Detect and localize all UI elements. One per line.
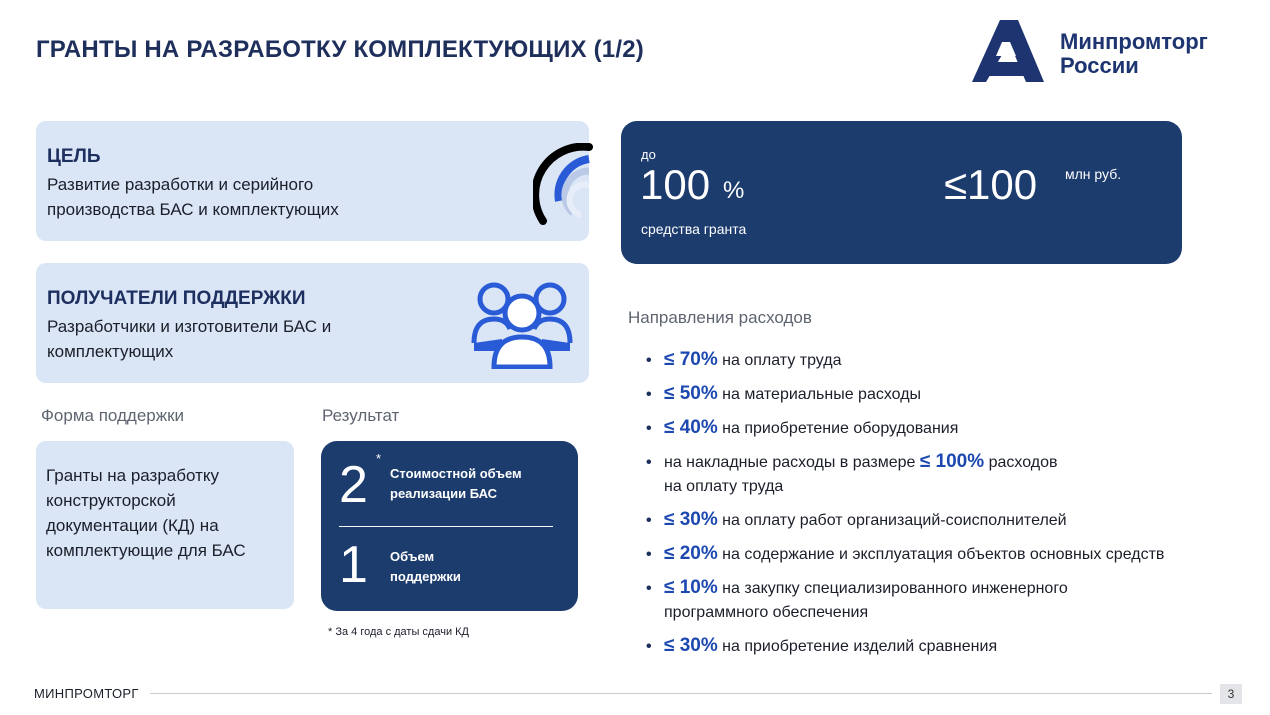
list-item: • ≤ 10% на закупку специализированного инженерного программного обеспечения <box>646 577 1068 621</box>
grant-amount-value: ≤100 <box>944 161 1038 208</box>
result-row-1-text: Стоимостной объем реализации БАС <box>390 466 522 501</box>
recipients-heading: ПОЛУЧАТЕЛИ ПОДДЕРЖКИ <box>47 288 306 309</box>
grant-percent-caption: средства гранта <box>641 221 747 237</box>
expenses-label: Направления расходов <box>628 308 812 327</box>
list-item: • ≤ 20% на содержание и эксплуатация объектов основных средств <box>646 543 1165 564</box>
expenses-list <box>646 346 1246 666</box>
result-row-2-text: Объем поддержки <box>390 549 461 584</box>
recipients-text: Разработчики и изготовители БАС и комплектующих <box>47 317 332 361</box>
list-item: • ≤ 40% на приобретение оборудования <box>646 417 959 438</box>
recipients-card <box>36 263 589 383</box>
triangle-logo-icon <box>972 20 1044 82</box>
grant-card <box>621 121 1182 264</box>
people-group-icon <box>470 277 574 369</box>
support-form-card <box>36 441 294 609</box>
footer-divider <box>150 693 1212 694</box>
result-row-2-number: 1 <box>339 536 368 594</box>
support-form-text: Гранты на разработку конструкторской документации (КД) на комплектующие для БАС <box>46 466 246 560</box>
grant-amount-unit: млн руб. <box>1065 166 1122 182</box>
grant-percent-unit: % <box>723 177 745 204</box>
grant-percent-value: 100 <box>640 161 711 208</box>
ministry-logo <box>972 20 1242 84</box>
result-row-1-number: 2 <box>339 456 368 514</box>
list-item: • ≤ 70% на оплату труда <box>646 349 842 370</box>
result-card <box>321 441 578 611</box>
logo-text: Минпромторг России <box>1060 29 1208 78</box>
footer-org: МИНПРОМТОРГ <box>34 686 139 701</box>
gauge-icon <box>533 143 593 239</box>
result-label: Результат <box>322 406 400 425</box>
goal-text: Развитие разработки и серийного производства БАС и комплектующих <box>47 175 339 219</box>
result-row-1-asterisk: * <box>376 451 382 466</box>
page-title: ГРАНТЫ НА РАЗРАБОТКУ КОМПЛЕКТУЮЩИХ (1/2) <box>36 36 644 63</box>
list-item: • ≤ 30% на приобретение изделий сравнения <box>646 635 998 656</box>
list-item: • ≤ 50% на материальные расходы <box>646 383 922 404</box>
support-form-label: Форма поддержки <box>41 406 185 425</box>
page-number: 3 <box>1220 684 1242 704</box>
grant-pre-label: до <box>641 147 656 162</box>
result-footnote: * За 4 года с даты сдачи КД <box>328 626 470 638</box>
list-item: • на накладные расходы в размере ≤ 100% расходов на оплату труда <box>646 451 1058 495</box>
goal-heading: ЦЕЛЬ <box>47 146 101 167</box>
result-divider <box>339 526 553 527</box>
goal-card <box>36 121 589 241</box>
list-item: • ≤ 30% на оплату работ организаций-соисполнителей <box>646 509 1067 530</box>
